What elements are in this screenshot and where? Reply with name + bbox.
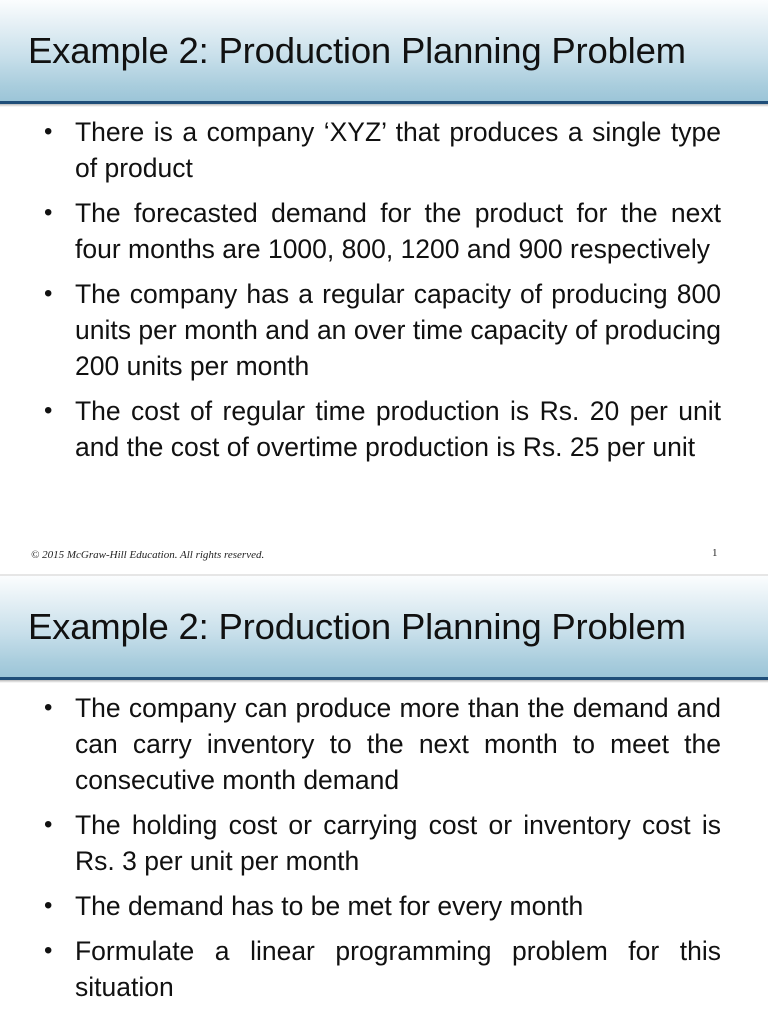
- bullet-dot-icon: •: [44, 694, 53, 721]
- bullet-text: There is a company ‘XYZ’ that produces a single type of product: [75, 117, 721, 183]
- bullet-item: [40, 114, 721, 186]
- slide-title: Example 2: Production Planning Problem: [28, 606, 686, 647]
- bullet-text: The forecasted demand for the product for the next four months are 1000, 800, 1200 and 900 respectively: [75, 198, 721, 264]
- bullet-dot-icon: •: [44, 280, 53, 307]
- bullet-item: [40, 888, 721, 924]
- bullet-dot-icon: •: [44, 397, 53, 424]
- bullet-text: The company can produce more than the demand and can carry inventory to the next month to meet the consecutive month demand: [75, 693, 721, 795]
- bullet-dot-icon: •: [44, 892, 53, 919]
- bullet-item: [40, 195, 721, 267]
- bullet-item: [40, 276, 721, 384]
- title-shadow: [0, 680, 768, 683]
- copyright-footer: © 2015 McGraw-Hill Education. All rights reserved.: [31, 549, 265, 561]
- bullet-item: [40, 933, 721, 1005]
- bullet-item: [40, 807, 721, 879]
- title-shadow: [0, 104, 768, 107]
- bullet-text: Formulate a linear programming problem for this situation: [75, 936, 721, 1002]
- slide-title: Example 2: Production Planning Problem: [28, 30, 686, 71]
- bullet-dot-icon: •: [44, 937, 53, 964]
- bullet-list: [40, 690, 721, 1014]
- bullet-dot-icon: •: [44, 118, 53, 145]
- bullet-text: The holding cost or carrying cost or inventory cost is Rs. 3 per unit per month: [75, 810, 721, 876]
- bullet-text: The cost of regular time production is Rs. 20 per unit and the cost of overtime production is Rs. 25 per unit: [75, 396, 721, 462]
- page-number: 1: [712, 547, 718, 559]
- slide-2: [0, 576, 768, 1024]
- bullet-list: [40, 114, 721, 474]
- bullet-item: [40, 690, 721, 798]
- bullet-item: [40, 393, 721, 465]
- bullet-dot-icon: •: [44, 199, 53, 226]
- bullet-text: The demand has to be met for every month: [75, 891, 584, 921]
- bullet-dot-icon: •: [44, 811, 53, 838]
- bullet-text: The company has a regular capacity of producing 800 units per month and an over time capacity of producing 200 units per month: [75, 279, 721, 381]
